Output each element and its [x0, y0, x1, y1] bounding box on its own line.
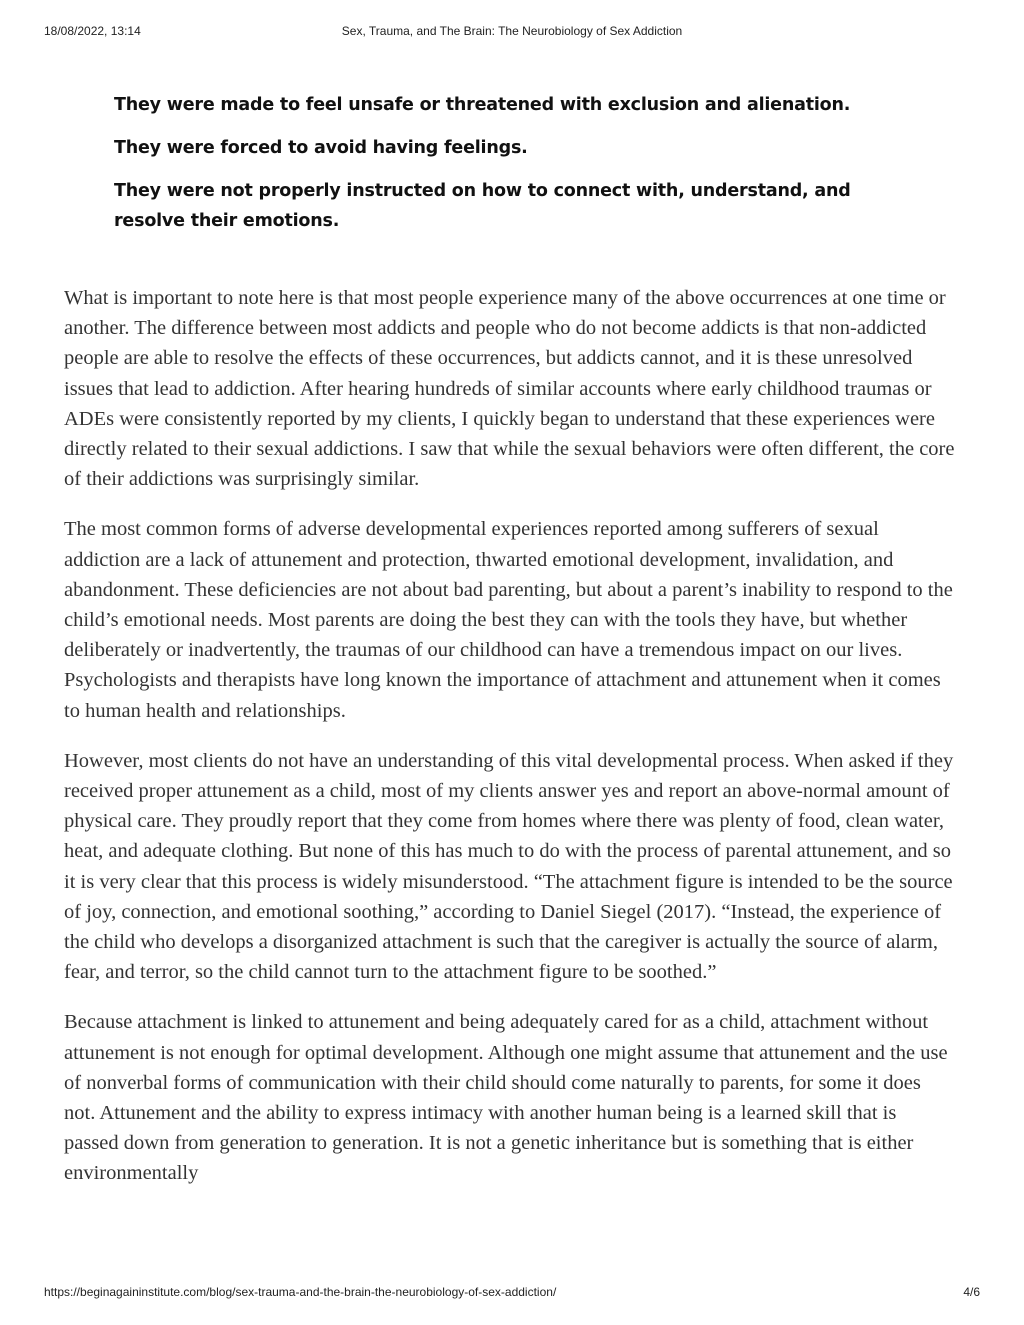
print-url: https://beginagaininstitute.com/blog/sex-trauma-and-the-brain-the-neurobiology-of-sex-addiction/ [44, 1285, 557, 1299]
article-body [64, 283, 956, 1209]
print-page-number: 4/6 [963, 1285, 980, 1299]
print-page-title: Sex, Trauma, and The Brain: The Neurobiology of Sex Addiction [341, 24, 683, 38]
print-datetime: 18/08/2022, 13:14 [44, 24, 141, 38]
article-paragraph: However, most clients do not have an understanding of this vital developmental process. When asked if they received proper attunement as a child, most of my clients answer yes and report an above-normal amount of physical care. They proudly report that they come from homes where there was plenty of food, clean water, heat, and adequate clothing. But none of this has much to do with the process of parental attunement, and so it is very clear that this process is widely misunderstood. “The attachment figure is intended to be the source of joy, connection, and emotional soothing,” according to Daniel Siegel (2017). “Instead, the experience of the child who develops a disorganized attachment is such that the caregiver is actually the source of alarm, fear, and terror, so the child cannot turn to the attachment figure to be soothed.” [64, 749, 954, 984]
bold-bullet-list [114, 90, 914, 249]
bullet-item: They were not properly instructed on how to connect with, understand, and resolve their emotions. [114, 181, 851, 231]
bullet-item: They were forced to avoid having feelings. [114, 138, 528, 158]
article-paragraph: Because attachment is linked to attunement and being adequately cared for as a child, attachment without attunement is not enough for optimal development. Although one might assume that attunement and the use of nonverbal forms of communication with their child should come naturally to parents, for some it does not. Attunement and the ability to express intimacy with another human being is a learned skill that is passed down from generation to generation. It is not a genetic inheritance but is something that is either environmentally [64, 1011, 948, 1185]
print-footer [0, 1285, 1024, 1301]
bullet-item: They were made to feel unsafe or threatened with exclusion and alienation. [114, 95, 851, 115]
article-paragraph: What is important to note here is that most people experience many of the above occurrences at one time or another. The difference between most addicts and people who do not become addicts is that non-addicted people are able to resolve the effects of these occurrences, but addicts cannot, and it is these unresolved issues that lead to addiction. After hearing hundreds of similar accounts where early childhood traumas or ADEs were consistently reported by my clients, I quickly began to understand that these experiences were directly related to their sexual addictions. I saw that while the sexual behaviors were often different, the core of their addictions was surprisingly similar. [64, 287, 955, 491]
print-header [0, 24, 1024, 40]
article-paragraph: The most common forms of adverse developmental experiences reported among sufferers of sexual addiction are a lack of attunement and protection, thwarted emotional development, invalidation, and abandonment. These deficiencies are not about bad parenting, but about a parent’s inability to respond to the child’s emotional needs. Most parents are doing the best they can with the tools they have, but whether deliberately or inadvertently, the traumas of our childhood can have a tremendous impact on our lives. Psychologists and therapists have long known the importance of attachment and attunement when it comes to human health and relationships. [64, 518, 953, 722]
